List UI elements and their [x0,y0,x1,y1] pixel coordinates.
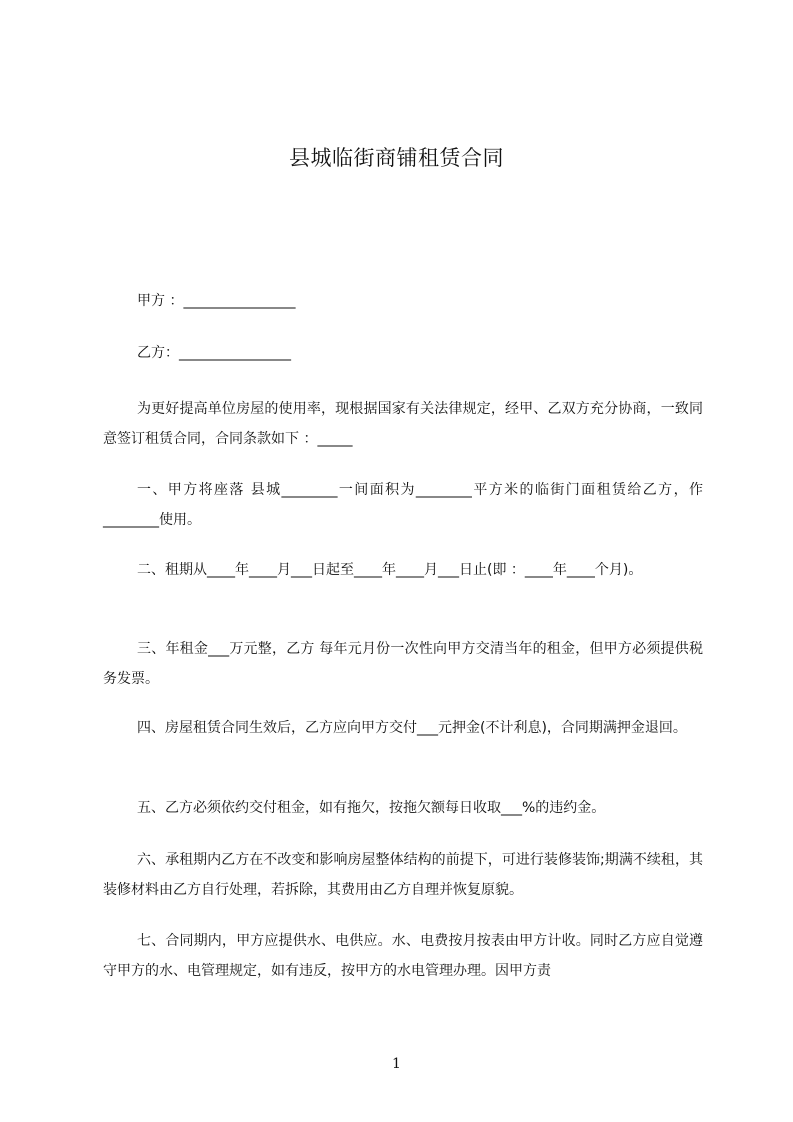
party-b-line: 乙方：________________ [137,345,291,361]
clause-7-paragraph: 七、合同期内，甲方应提供水、电供应。水、电费按月按表由甲方计收。同时乙方应自觉遵守甲方的水、电管理规定，如有违反，按甲方的水电管理办理。因甲方责 [103,933,703,979]
party-a-line: 甲方 ：________________ [137,293,296,309]
clause-4-paragraph: 四、房屋租赁合同生效后，乙方应向甲方交付___元押金(不计利息)，合同期满押金退回。 [137,720,687,736]
page-number: 1 [392,1056,401,1072]
clause-5-paragraph: 五、乙方必须依约交付租金，如有拖欠，按拖欠额每日收取___%的违约金。 [137,800,606,816]
clause-1-paragraph: 一、甲方将座落 县城________一间面积为________平方米的临街门面租赁给乙方，作________使用。 [103,482,703,528]
clause-3-paragraph: 三、年租金___万元整，乙方 每年元月份一次性向甲方交清当年的租金，但甲方必须提供税务发票。 [103,641,703,687]
preamble-paragraph: 为更好提高单位房屋的使用率，现根据国家有关法律规定，经甲、乙双方充分协商，一致同意签订租赁合同，合同条款如下 ：_____ [103,401,703,447]
document-title: 县城临街商铺租赁合同 [289,146,504,170]
clause-6-paragraph: 六、承租期内乙方在不改变和影响房屋整体结构的前提下，可进行装修装饰;期满不续租，其装修材料由乙方自行处理，若拆除，其费用由乙方自理并恢复原貌。 [103,852,703,898]
clause-2-paragraph: 二、租期从____年____月___日起至____年____月___日止(即 ：____年____个月)。 [137,562,643,578]
